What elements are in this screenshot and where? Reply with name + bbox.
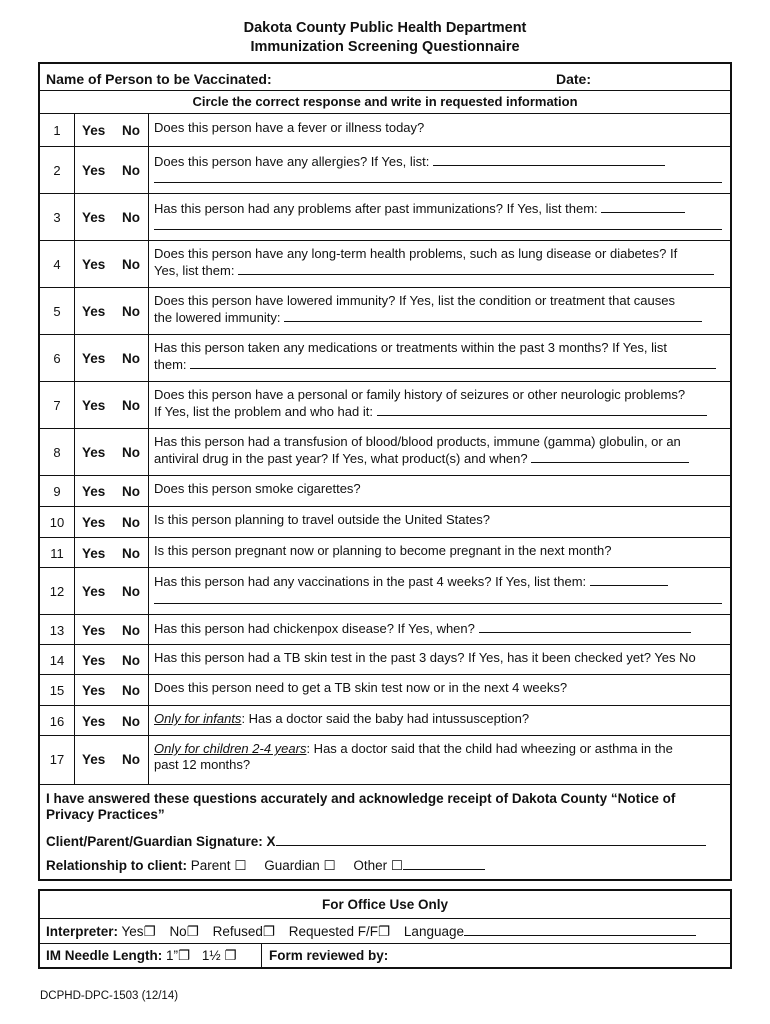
other-line[interactable]: [403, 857, 485, 870]
date-label: Date:: [556, 71, 592, 87]
question-row-7: [40, 381, 730, 428]
yes-option[interactable]: Yes: [82, 752, 106, 767]
yes-option[interactable]: Yes: [82, 546, 106, 561]
qualifier-text: Only for children 2-4 years: [154, 741, 307, 756]
question-text: : Has a doctor said the baby had intussusception?: [241, 711, 530, 726]
interpreter-no: No: [169, 924, 187, 939]
needle-1-5in: 1½: [201, 948, 221, 963]
question-number: 14: [49, 653, 65, 668]
interpreter-no-checkbox[interactable]: ❐: [186, 924, 199, 939]
yes-option[interactable]: Yes: [82, 484, 106, 499]
question-text: Does this person have any allergies? If Yes, list:: [154, 154, 430, 169]
interpreter-yes-checkbox[interactable]: ❐: [143, 924, 156, 939]
relationship-label: Relationship to client:: [46, 858, 188, 873]
question-number: 4: [53, 257, 61, 272]
yes-option[interactable]: Yes: [82, 515, 106, 530]
question-row-13: [40, 614, 730, 644]
interpreter-requested: Requested F/F: [288, 924, 379, 939]
question-number: 15: [49, 683, 65, 698]
language-line[interactable]: [464, 923, 696, 936]
form-title: Immunization Screening Questionnaire: [250, 39, 520, 55]
question-text: Does this person have any long-term health problems, such as lung disease or diabetes? If: [154, 246, 678, 261]
guardian-checkbox[interactable]: ☐: [323, 858, 336, 873]
question-text-cont: the lowered immunity:: [154, 310, 281, 325]
no-option[interactable]: No: [122, 398, 140, 413]
answer-line[interactable]: [154, 229, 722, 230]
yes-option[interactable]: Yes: [82, 445, 106, 460]
question-number: 1: [53, 123, 61, 138]
question-row-10: [40, 506, 730, 537]
question-text-cont: Yes, list them:: [154, 263, 235, 278]
signature-row: [46, 833, 706, 849]
question-number: 13: [49, 623, 65, 638]
question-text: Does this person have a personal or family history of seizures or other neurologic problems?: [154, 387, 686, 402]
no-option[interactable]: No: [122, 123, 140, 138]
question-text: Does this person have lowered immunity? If Yes, list the condition or treatment that causes: [154, 293, 675, 308]
no-option[interactable]: No: [122, 163, 140, 178]
yes-option[interactable]: Yes: [82, 683, 106, 698]
question-text: Has this person taken any medications or treatments within the past 3 months? If Yes, list: [154, 340, 668, 355]
form-code: DCPHD-DPC-1503 (12/14): [40, 990, 179, 1002]
needle-row: [46, 948, 237, 964]
needle-1-5in-checkbox[interactable]: ❐: [224, 948, 237, 963]
no-option[interactable]: No: [122, 752, 140, 767]
question-text-cont: them:: [154, 357, 187, 372]
signature-label: Client/Parent/Guardian Signature: X: [46, 834, 276, 849]
no-option[interactable]: No: [122, 653, 140, 668]
relationship-row: [46, 857, 485, 874]
yes-option[interactable]: Yes: [82, 584, 106, 599]
no-option[interactable]: No: [122, 714, 140, 729]
answer-line[interactable]: [284, 309, 702, 322]
answer-line[interactable]: [601, 200, 685, 213]
question-row-5: [40, 287, 730, 334]
no-option[interactable]: No: [122, 210, 140, 225]
question-row-14: [40, 644, 730, 674]
interpreter-yes: Yes: [121, 924, 144, 939]
question-text: Is this person pregnant now or planning to become pregnant in the next month?: [154, 543, 612, 558]
other-option: Other: [353, 858, 388, 873]
question-text: Is this person planning to travel outside the United States?: [154, 512, 491, 527]
question-number: 10: [49, 515, 65, 530]
yes-option[interactable]: Yes: [82, 398, 106, 413]
yes-option[interactable]: Yes: [82, 351, 106, 366]
interpreter-requested-checkbox[interactable]: ❐: [378, 924, 391, 939]
no-option[interactable]: No: [122, 484, 140, 499]
yes-option[interactable]: Yes: [82, 123, 106, 138]
no-option[interactable]: No: [122, 623, 140, 638]
no-option[interactable]: No: [122, 515, 140, 530]
yes-option[interactable]: Yes: [82, 210, 106, 225]
question-text: Does this person need to get a TB skin test now or in the next 4 weeks?: [154, 680, 568, 695]
question-row-12: [40, 567, 730, 614]
question-row-6: [40, 334, 730, 381]
question-text: Has this person had any vaccinations in the past 4 weeks? If Yes, list them:: [154, 574, 587, 589]
question-text: Has this person had a TB skin test in the past 3 days? If Yes, has it been checked yet? Yes No: [154, 650, 696, 665]
answer-line[interactable]: [479, 620, 691, 633]
question-text: Does this person have a fever or illness today?: [154, 120, 425, 135]
question-row-1: [40, 113, 730, 146]
yes-option[interactable]: Yes: [82, 714, 106, 729]
interpreter-language: Language: [403, 924, 464, 939]
question-number: 8: [53, 445, 61, 460]
yes-option[interactable]: Yes: [82, 257, 106, 272]
yes-option[interactable]: Yes: [82, 623, 106, 638]
question-text-cont: past 12 months?: [154, 757, 251, 772]
other-checkbox[interactable]: ☐: [390, 858, 404, 873]
question-text: Has this person had any problems after past immunizations? If Yes, list them:: [154, 201, 598, 216]
question-row-16: [40, 705, 730, 735]
answer-line[interactable]: [377, 403, 707, 416]
interpreter-refused-checkbox[interactable]: ❐: [262, 924, 275, 939]
answer-line[interactable]: [590, 573, 668, 586]
acknowledgement-statement: I have answered these questions accurately and acknowledge receipt of Dakota County “Notice of Privacy Practices”: [46, 791, 676, 822]
guardian-option: Guardian: [264, 858, 320, 873]
question-number: 12: [49, 584, 65, 599]
answer-line[interactable]: [154, 182, 722, 183]
question-number: 6: [53, 351, 61, 366]
question-row-2: [40, 146, 730, 193]
form-reviewed-label: Form reviewed by:: [269, 948, 389, 963]
instructions: Circle the correct response and write in requested information: [40, 90, 730, 113]
question-row-8: [40, 428, 730, 475]
question-number: 9: [53, 484, 61, 499]
yes-option[interactable]: Yes: [82, 653, 106, 668]
parent-option: Parent: [190, 858, 231, 873]
name-label: Name of Person to be Vaccinated:: [46, 71, 272, 87]
needle-1in-checkbox[interactable]: ❐: [178, 948, 191, 963]
no-option[interactable]: No: [122, 546, 140, 561]
questionnaire-frame: [38, 62, 732, 881]
answer-line[interactable]: [190, 356, 716, 369]
no-option[interactable]: No: [122, 584, 140, 599]
needle-1in: 1”: [166, 948, 179, 963]
question-number: 3: [53, 210, 61, 225]
acknowledgement-section: [40, 784, 730, 879]
question-row-3: [40, 193, 730, 240]
office-use-box: [38, 889, 732, 969]
answer-line[interactable]: [531, 450, 689, 463]
question-row-11: [40, 537, 730, 567]
interpreter-label: Interpreter:: [46, 924, 119, 939]
question-text-cont: antiviral drug in the past year? If Yes, what product(s) and when?: [154, 451, 528, 466]
answer-line[interactable]: [433, 153, 665, 166]
yes-option[interactable]: Yes: [82, 304, 106, 319]
question-number: 2: [53, 163, 61, 178]
question-row-4: [40, 240, 730, 287]
no-option[interactable]: No: [122, 351, 140, 366]
question-number: 16: [49, 714, 65, 729]
no-option[interactable]: No: [122, 445, 140, 460]
no-option[interactable]: No: [122, 304, 140, 319]
answer-line[interactable]: [154, 603, 722, 604]
needle-label: IM Needle Length:: [46, 948, 163, 963]
signature-line[interactable]: [276, 833, 706, 846]
question-text-cont: If Yes, list the problem and who had it:: [154, 404, 373, 419]
question-number: 17: [49, 752, 65, 767]
interpreter-row: [46, 923, 696, 940]
department-title: Dakota County Public Health Department: [243, 20, 527, 36]
question-text: Does this person smoke cigarettes?: [154, 481, 361, 496]
office-use-title: For Office Use Only: [321, 897, 449, 912]
question-text: Has this person had chickenpox disease? If Yes, when?: [154, 621, 475, 636]
question-number: 7: [53, 398, 61, 413]
question-number: 11: [50, 546, 64, 561]
question-row-9: [40, 475, 730, 506]
question-row-17: [40, 735, 730, 784]
question-text: Has this person had a transfusion of blood/blood products, immune (gamma) globulin, or an: [154, 434, 681, 449]
answer-line[interactable]: [238, 262, 714, 275]
question-row-15: [40, 674, 730, 705]
no-option[interactable]: No: [122, 683, 140, 698]
question-number: 5: [53, 304, 61, 319]
yes-option[interactable]: Yes: [82, 163, 106, 178]
interpreter-refused: Refused: [212, 924, 263, 939]
parent-checkbox[interactable]: ☐: [234, 858, 247, 873]
no-option[interactable]: No: [122, 257, 140, 272]
qualifier-text: Only for infants: [154, 711, 242, 726]
question-text: : Has a doctor said that the child had wheezing or asthma in the: [306, 741, 673, 756]
